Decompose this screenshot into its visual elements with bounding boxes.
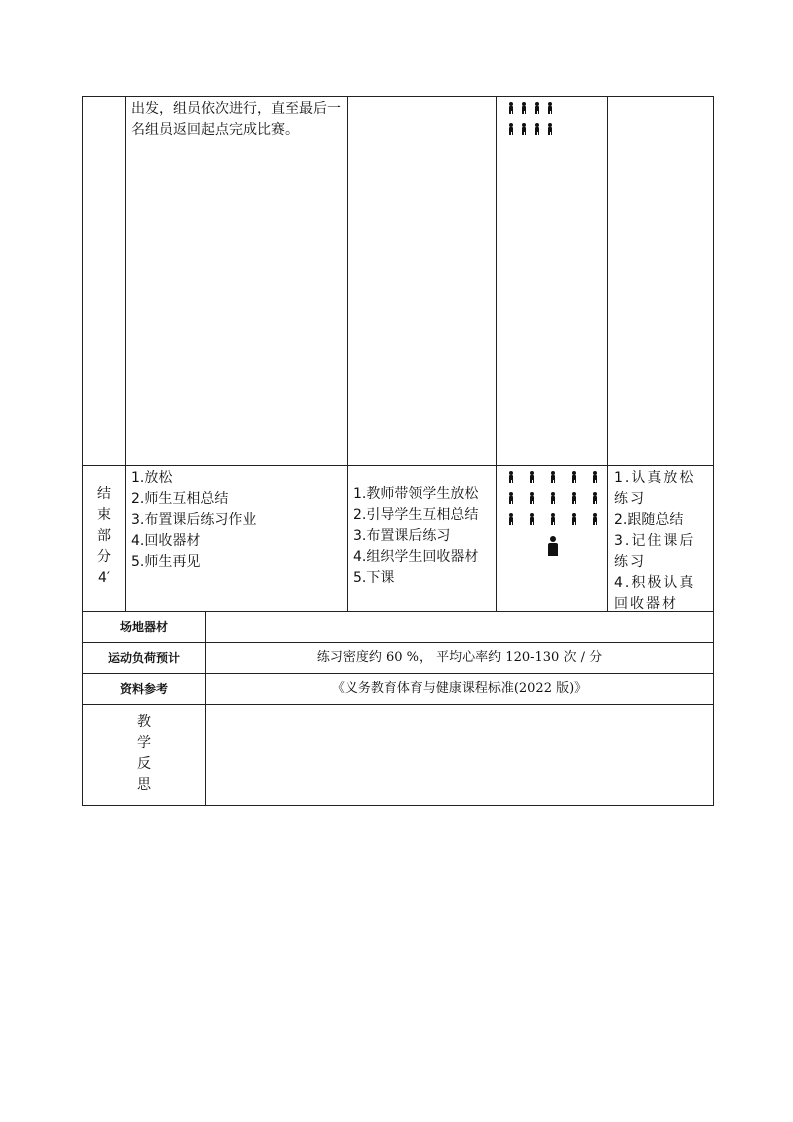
student-item: 4.积极认真回收器材 bbox=[614, 575, 696, 612]
student-cell-end bbox=[607, 465, 714, 612]
content-item: 1.放松 bbox=[131, 470, 173, 486]
student-formation-row bbox=[508, 123, 560, 135]
phase-cell-empty bbox=[82, 96, 126, 466]
person-icon bbox=[592, 492, 598, 504]
person-icon bbox=[508, 492, 514, 504]
teacher-item: 1.教师带领学生放松 bbox=[353, 486, 479, 502]
student-cell-top bbox=[607, 96, 714, 466]
content-item: 4.回收器材 bbox=[131, 533, 201, 549]
phase-char: 分 bbox=[97, 549, 111, 565]
person-icon bbox=[508, 471, 514, 483]
student-item: 1.认真放松练习 bbox=[614, 470, 696, 507]
person-icon bbox=[547, 102, 553, 114]
reflection-value bbox=[205, 704, 714, 806]
reflection-char: 反 bbox=[137, 756, 151, 772]
person-icon bbox=[529, 471, 535, 483]
load-label: 运动负荷预计 bbox=[82, 642, 206, 674]
teacher-item: 5.下课 bbox=[353, 570, 395, 586]
content-item: 5.师生再见 bbox=[131, 554, 201, 570]
content-item: 2.师生互相总结 bbox=[131, 491, 229, 507]
phase-char: 部 bbox=[97, 528, 111, 544]
teacher-icon bbox=[548, 536, 558, 556]
venue-label: 场地器材 bbox=[82, 611, 206, 643]
teacher-item: 2.引导学生互相总结 bbox=[353, 507, 479, 523]
organization-cell-end bbox=[496, 465, 608, 612]
load-value: 练习密度约 60 %， 平均心率约 120-130 次 / 分 bbox=[205, 642, 714, 674]
teacher-cell-top bbox=[347, 96, 497, 466]
phase-char: 结 bbox=[97, 486, 111, 502]
reference-label: 资料参考 bbox=[82, 673, 206, 705]
teacher-cell-end bbox=[347, 465, 497, 612]
person-icon bbox=[550, 471, 556, 483]
student-formation-row bbox=[508, 492, 605, 504]
reference-value: 《义务教育体育与健康课程标准(2022 版)》 bbox=[205, 673, 714, 705]
person-icon bbox=[550, 513, 556, 525]
content-line: 出发，组员依次进行，直至最后一 bbox=[131, 101, 341, 117]
person-icon bbox=[550, 492, 556, 504]
person-icon bbox=[571, 492, 577, 504]
phase-char: 束 bbox=[97, 507, 111, 523]
person-icon bbox=[529, 513, 535, 525]
person-icon bbox=[534, 123, 540, 135]
person-icon bbox=[508, 123, 514, 135]
reflection-char: 思 bbox=[137, 777, 151, 793]
reflection-label bbox=[82, 704, 206, 806]
person-icon bbox=[547, 123, 553, 135]
organization-cell-top bbox=[496, 96, 608, 466]
person-icon bbox=[521, 102, 527, 114]
teacher-item: 4.组织学生回收器材 bbox=[353, 549, 479, 565]
student-formation-row bbox=[508, 471, 605, 483]
reflection-char: 教 bbox=[137, 714, 151, 730]
phase-cell-end bbox=[82, 465, 126, 612]
person-icon bbox=[592, 471, 598, 483]
person-icon bbox=[592, 513, 598, 525]
student-formation-row bbox=[508, 513, 605, 525]
phase-duration: 4′ bbox=[97, 570, 111, 586]
student-item: 2.跟随总结 bbox=[614, 512, 684, 528]
person-icon bbox=[571, 513, 577, 525]
content-cell-end bbox=[125, 465, 348, 612]
person-icon bbox=[529, 492, 535, 504]
student-item: 3.记住课后练习 bbox=[614, 533, 696, 570]
content-cell-top bbox=[125, 96, 348, 466]
person-icon bbox=[534, 102, 540, 114]
venue-value bbox=[205, 611, 714, 643]
teacher-item: 3.布置课后练习 bbox=[353, 528, 451, 544]
person-icon bbox=[508, 102, 514, 114]
person-icon bbox=[521, 123, 527, 135]
content-line: 名组员返回起点完成比赛。 bbox=[131, 122, 299, 138]
lesson-plan-table bbox=[82, 96, 714, 806]
person-icon bbox=[571, 471, 577, 483]
content-item: 3.布置课后练习作业 bbox=[131, 512, 257, 528]
person-icon bbox=[508, 513, 514, 525]
reflection-char: 学 bbox=[137, 735, 151, 751]
student-formation-row bbox=[508, 102, 560, 114]
